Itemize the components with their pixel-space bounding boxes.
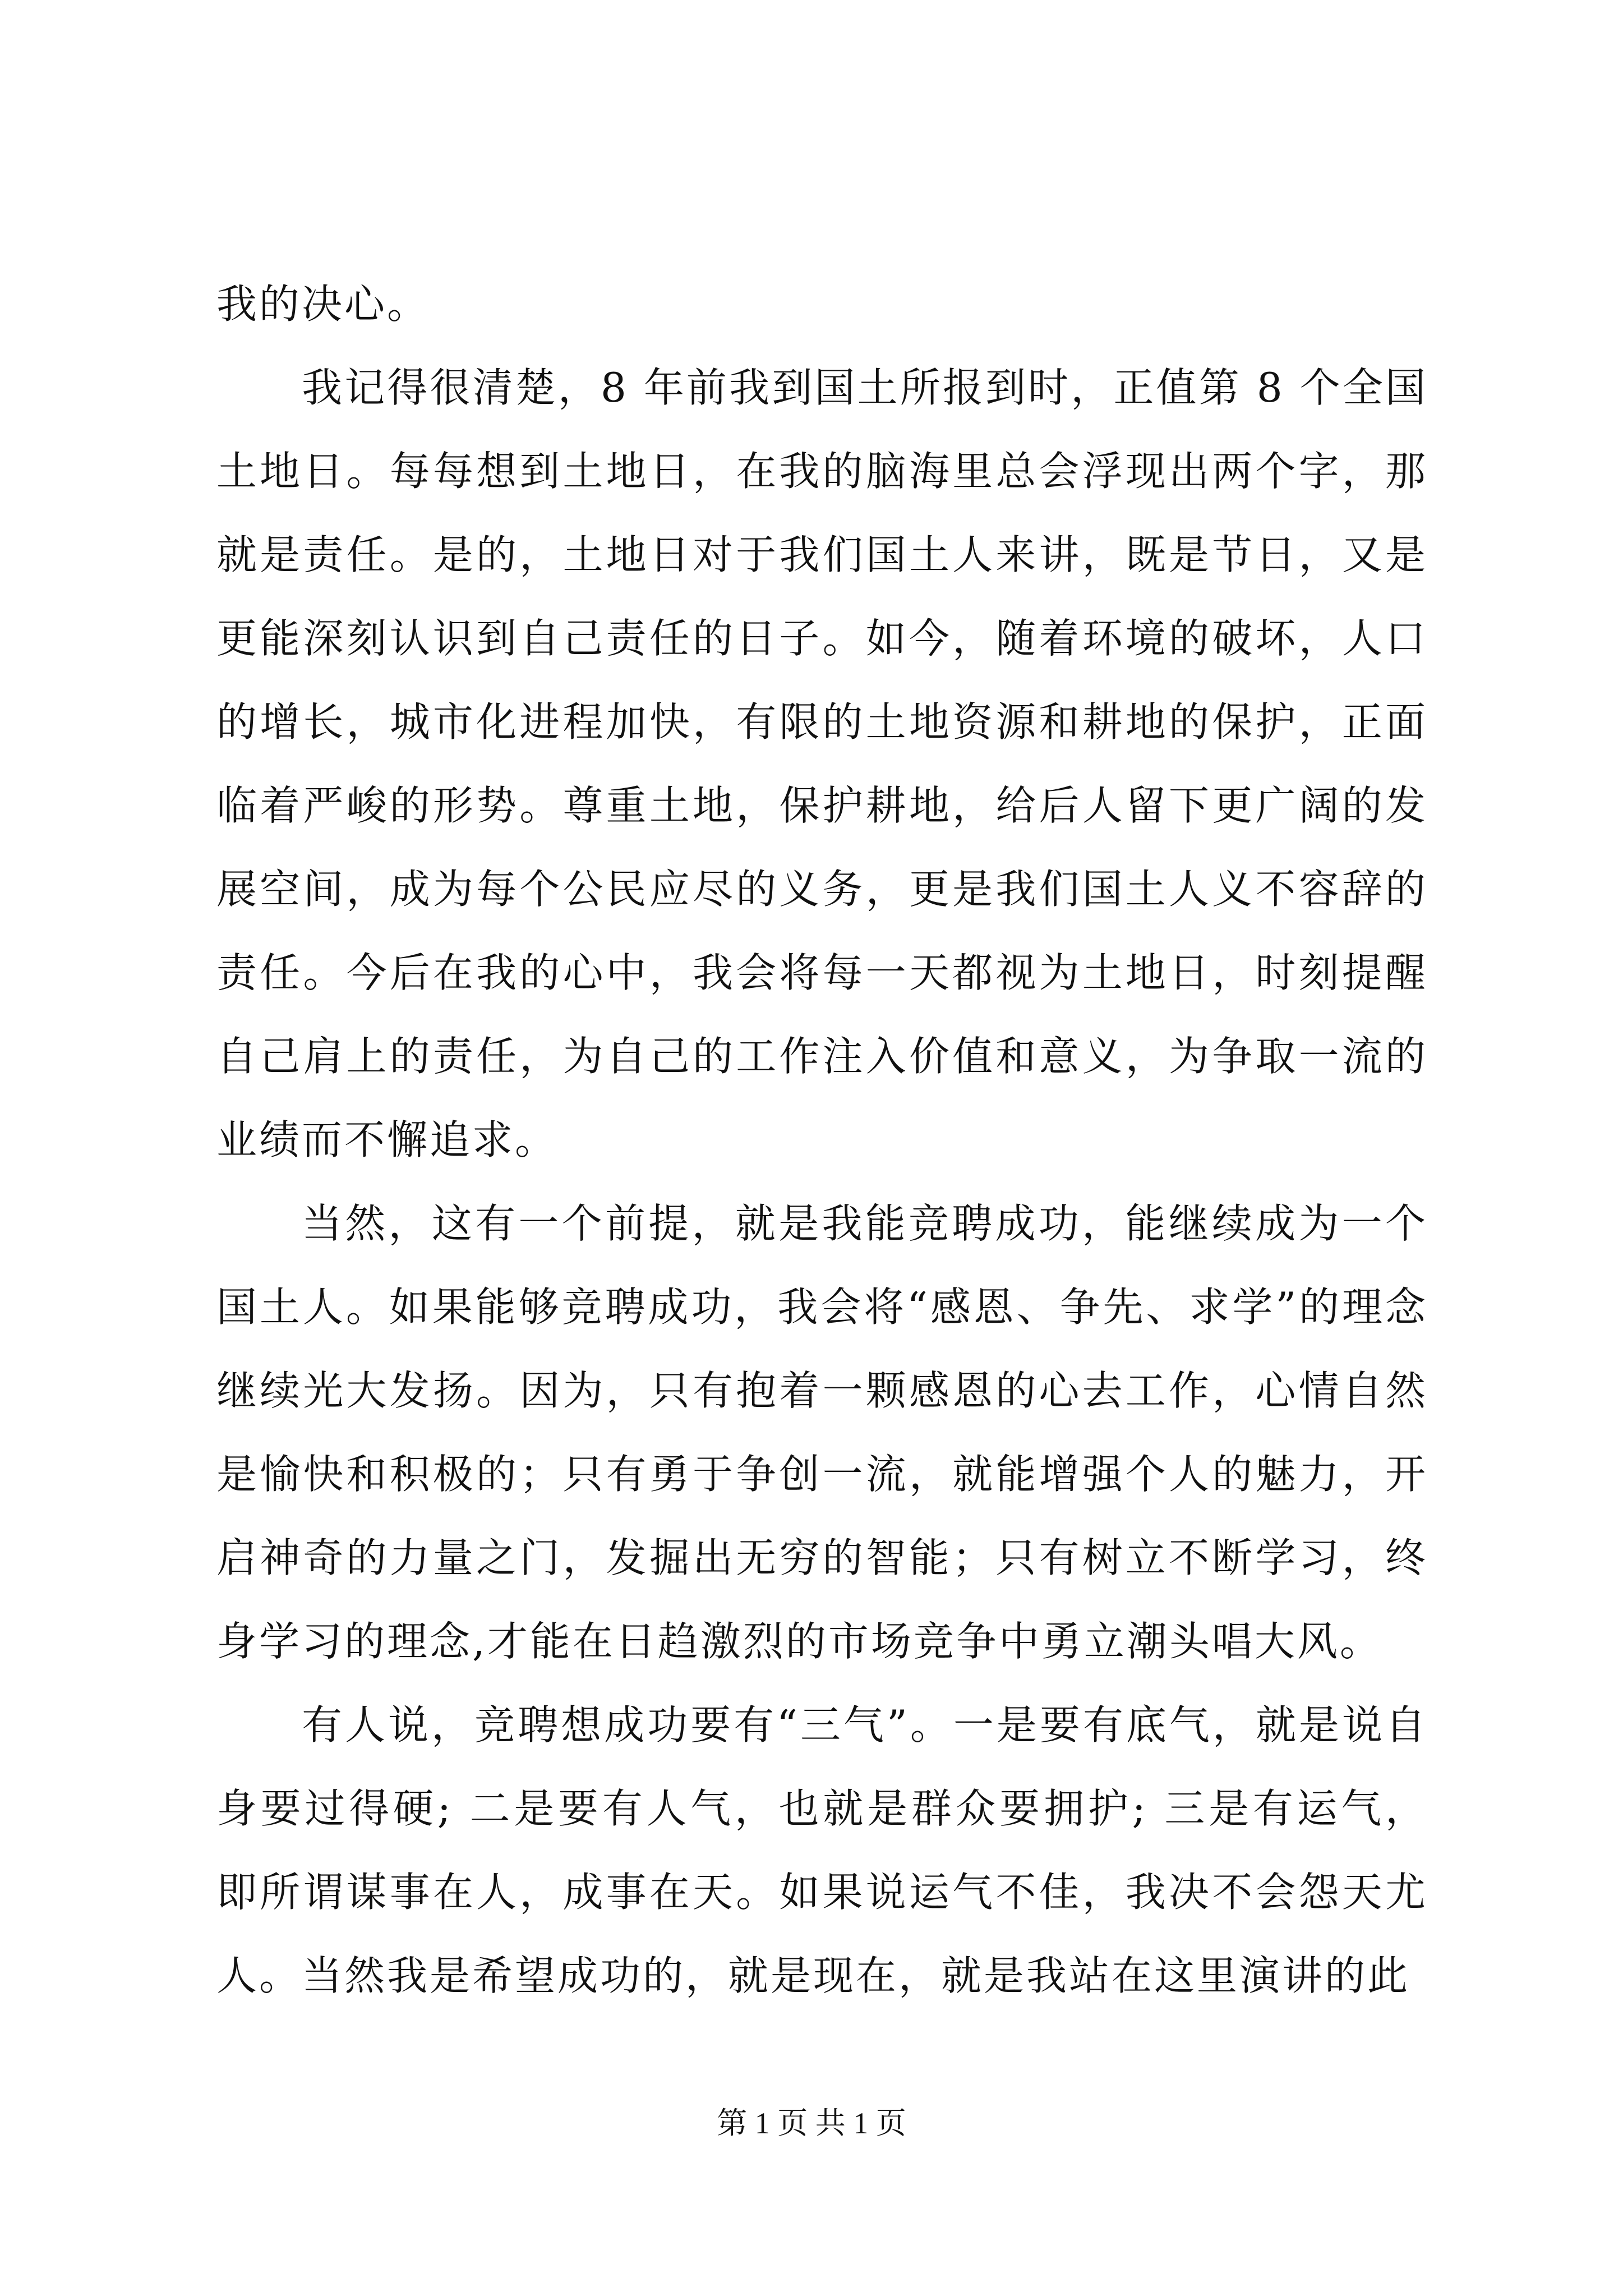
document-body [216,263,1428,2018]
page-footer: 第 1 页 共 1 页 [717,2106,906,2140]
paragraph-4: 有人说，竞聘想成功要有“三气”。一是要有底气，就是说自身要过得硬; 二是要有人气，也就是群众要拥护; 三是有运气，即所谓谋事在人，成事在天。如果说运气不佳，我决不会怨天尤人。当然我是希望成功的，就是现在，就是我站在这里演讲的此 [216,1701,1428,1999]
paragraph-2: 我记得很清楚，8 年前我到国土所报到时，正值第 8 个全国土地日。每每想到土地日，在我的脑海里总会浮现出两个字，那就是责任。是的，土地日对于我们国土人来讲，既是节日，又是更能深刻认识到自己责任的日子。如今，随着环境的破坏，人口的增长，城市化进程加快，有限的土地资源和耕地的保护，正面临着严峻的形势。尊重土地，保护耕地，给后人留下更广阔的发展空间，成为每个公民应尽的义务，更是我们国土人义不容辞的责任。今后在我的心中，我会将每一天都视为土地日，时刻提醒自己肩上的责任，为自己的工作注入价值和意义，为争取一流的业绩而不懈追求。 [216,364,1428,1163]
paragraph-3: 当然，这有一个前提，就是我能竞聘成功，能继续成为一个国土人。如果能够竞聘成功，我会将“感恩、争先、求学”的理念继续光大发扬。因为，只有抱着一颗感恩的心去工作，心情自然是愉快和积极的；只有勇于争创一流，就能增强个人的魅力，开启神奇的力量之门，发掘出无穷的智能；只有树立不断学习，终身学习的理念,才能在日趋激烈的市场竞争中勇立潮头唱大风。 [216,1200,1428,1665]
paragraph-1: 我的决心。 [216,280,430,328]
